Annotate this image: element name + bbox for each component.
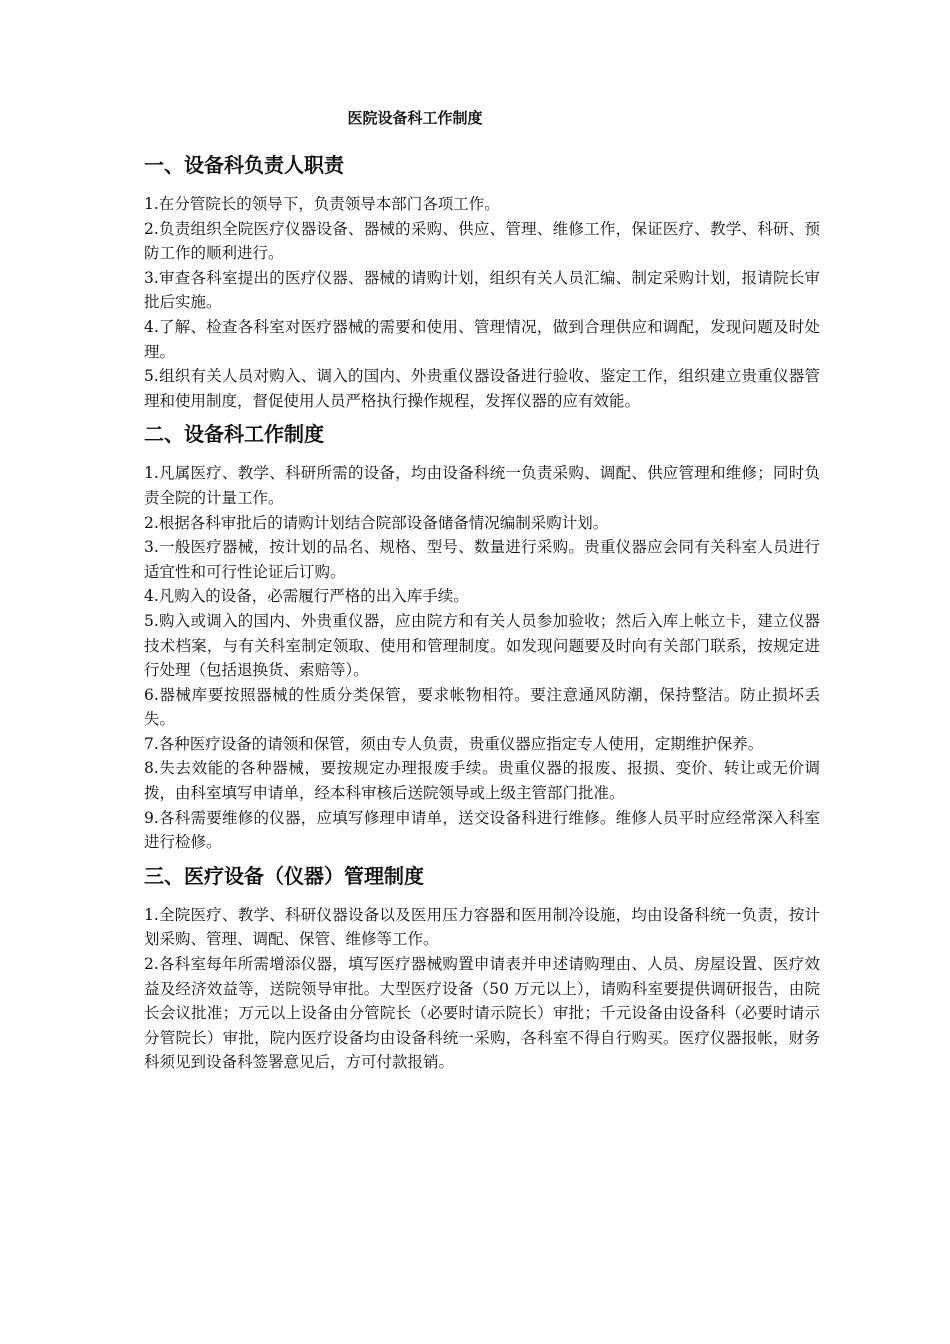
paragraph: 4.了解、检查各科室对医疗器械的需要和使用、管理情况，做到合理供应和调配，发现问题及时处理。 bbox=[144, 317, 820, 361]
section-heading: 一、设备科负责人职责 bbox=[144, 153, 344, 177]
paragraph: 8.失去效能的各种器械，要按规定办理报废手续。贵重仪器的报废、报损、变价、转让或无价调拨，由科室填写申请单，经本科审核后送院领导或上级主管部门批准。 bbox=[144, 759, 820, 803]
paragraph: 4.凡购入的设备，必需履行严格的出入库手续。 bbox=[144, 587, 469, 606]
paragraph: 9.各科需要维修的仪器，应填写修理申请单，送交设备科进行维修。维修人员平时应经常深入科室进行检修。 bbox=[144, 808, 820, 852]
paragraph: 2.根据各科审批后的请购计划结合院部设备储备情况编制采购计划。 bbox=[144, 513, 609, 532]
section-responsibilities bbox=[144, 150, 820, 413]
paragraph: 3.审查各科室提出的医疗仪器、器械的请购计划，组织有关人员汇编、制定采购计划，报请院长审批后实施。 bbox=[144, 268, 820, 312]
paragraph: 7.各种医疗设备的请领和保管，须由专人负责，贵重仪器应指定专人使用，定期维护保养。 bbox=[144, 734, 764, 753]
section-heading: 三、医疗设备（仪器）管理制度 bbox=[144, 863, 424, 888]
document-title: 医院设备科工作制度 bbox=[347, 109, 483, 127]
paragraph: 3.一般医疗器械，按计划的品名、规格、型号、数量进行采购。贵重仪器应会同有关科室人员进行适宜性和可行性论证后订购。 bbox=[144, 538, 820, 581]
paragraph: 5.组织有关人员对购入、调入的国内、外贵重仪器设备进行验收、鉴定工作，组织建立贵重仪器管理和使用制度，督促使用人员严格执行操作规程，发挥仪器的应有效能。 bbox=[144, 367, 820, 410]
paragraph: 1.在分管院长的领导下，负责领导本部门各项工作。 bbox=[144, 195, 500, 213]
paragraph: 2.负责组织全院医疗仪器设备、器械的采购、供应、管理、维修工作，保证医疗、教学、科研、预防工作的顺利进行。 bbox=[144, 219, 820, 263]
section-work-rules bbox=[144, 419, 820, 855]
paragraph: 6.器械库要按照器械的性质分类保管，要求帐物相符。要注意通风防潮，保持整洁。防止损坏丢失。 bbox=[144, 685, 820, 729]
paragraph: 1.全院医疗、教学、科研仪器设备以及医用压力容器和医用制冷设施，均由设备科统一负责，按计划采购、管理、调配、保管、维修等工作。 bbox=[144, 905, 820, 949]
paragraph: 2.各科室每年所需增添仪器，填写医疗器械购置申请表并申述请购理由、人员、房屋设置、医疗效益及经济效益等，送院领导审批。大型医疗设备（50 万元以上），请购科室要提供调研报告，由院长会议批准；万元以上设备由分管院长（必要时请示院长）审批；千元设备由设备科（必要时请示分管院长）审批，院内医疗设备均由设备科统一采购，各科室不得自行购买。医疗仪器报帐，财务科须见到设备科签署意见后，方可付款报销。 bbox=[144, 955, 820, 1072]
document-body bbox=[144, 150, 820, 1081]
section-equipment-management bbox=[144, 861, 820, 1075]
section-heading: 二、设备科工作制度 bbox=[144, 422, 324, 447]
paragraph: 5.购入或调入的国内、外贵重仪器，应由院方和有关人员参加验收；然后入库上帐立卡，建立仪器技术档案，与有关科室制定领取、使用和管理制度。如发现问题要及时向有关部门联系，按规定进行处理（包括退换货、索赔等）。 bbox=[144, 611, 820, 680]
paragraph: 1.凡属医疗、教学、科研所需的设备，均由设备科统一负责采购、调配、供应管理和维修；同时负责全院的计量工作。 bbox=[144, 464, 820, 507]
